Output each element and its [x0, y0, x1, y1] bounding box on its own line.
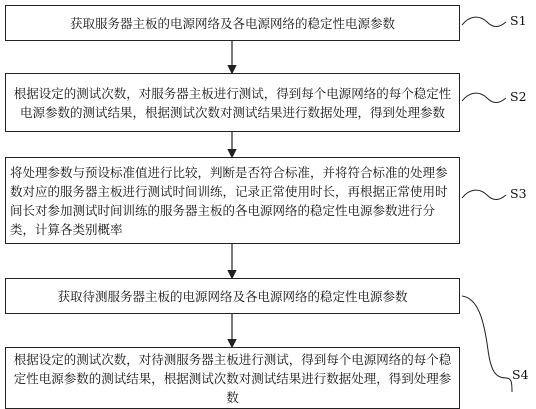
- step-text-s4b: 根据设定的测试次数，对待测服务器主板进行测试，得到每个电源网络的每个稳定性电源参数的测试结果，根据测试次数对测试结果进行数据处理，得到处理参数: [13, 351, 452, 405]
- step-label-s3: S3: [510, 186, 527, 201]
- callout-s3: [462, 190, 506, 199]
- step-box-s1: [5, 5, 460, 41]
- callout-s2: [462, 93, 506, 102]
- step-box-s2: [5, 73, 460, 132]
- step-text-s3: 将处理参数与预设标准值进行比较，判断是否符合标准，并将符合标准的处理参数对应的服务器主板进行测试时间训练，记录正常使用时长，再根据正常使用时间长对参加测试时间训练的服务器主板的各电源网络的稳定性电源参数进行分类，计算各类别概率: [10, 164, 448, 237]
- step-label-s4: S4: [512, 367, 529, 382]
- callout-s1: [462, 17, 506, 26]
- callout-s4: [462, 296, 512, 392]
- step-box-s4a: [5, 278, 460, 314]
- step-text-s4a: 获取待测服务器主板的电源网络及各电源网络的稳定性电源参数: [57, 288, 408, 304]
- step-label-s2: S2: [510, 89, 527, 104]
- step-label-s1: S1: [510, 13, 527, 28]
- step-text-s2: 根据设定的测试次数，对服务器主板进行测试，得到每个电源网络的每个稳定性电源参数的测试结果，根据测试次数对测试结果进行数据处理，得到处理参数: [13, 85, 452, 120]
- step-text-s1: 获取服务器主板的电源网络及各电源网络的稳定性电源参数: [69, 15, 395, 31]
- step-box-s3: [5, 157, 460, 244]
